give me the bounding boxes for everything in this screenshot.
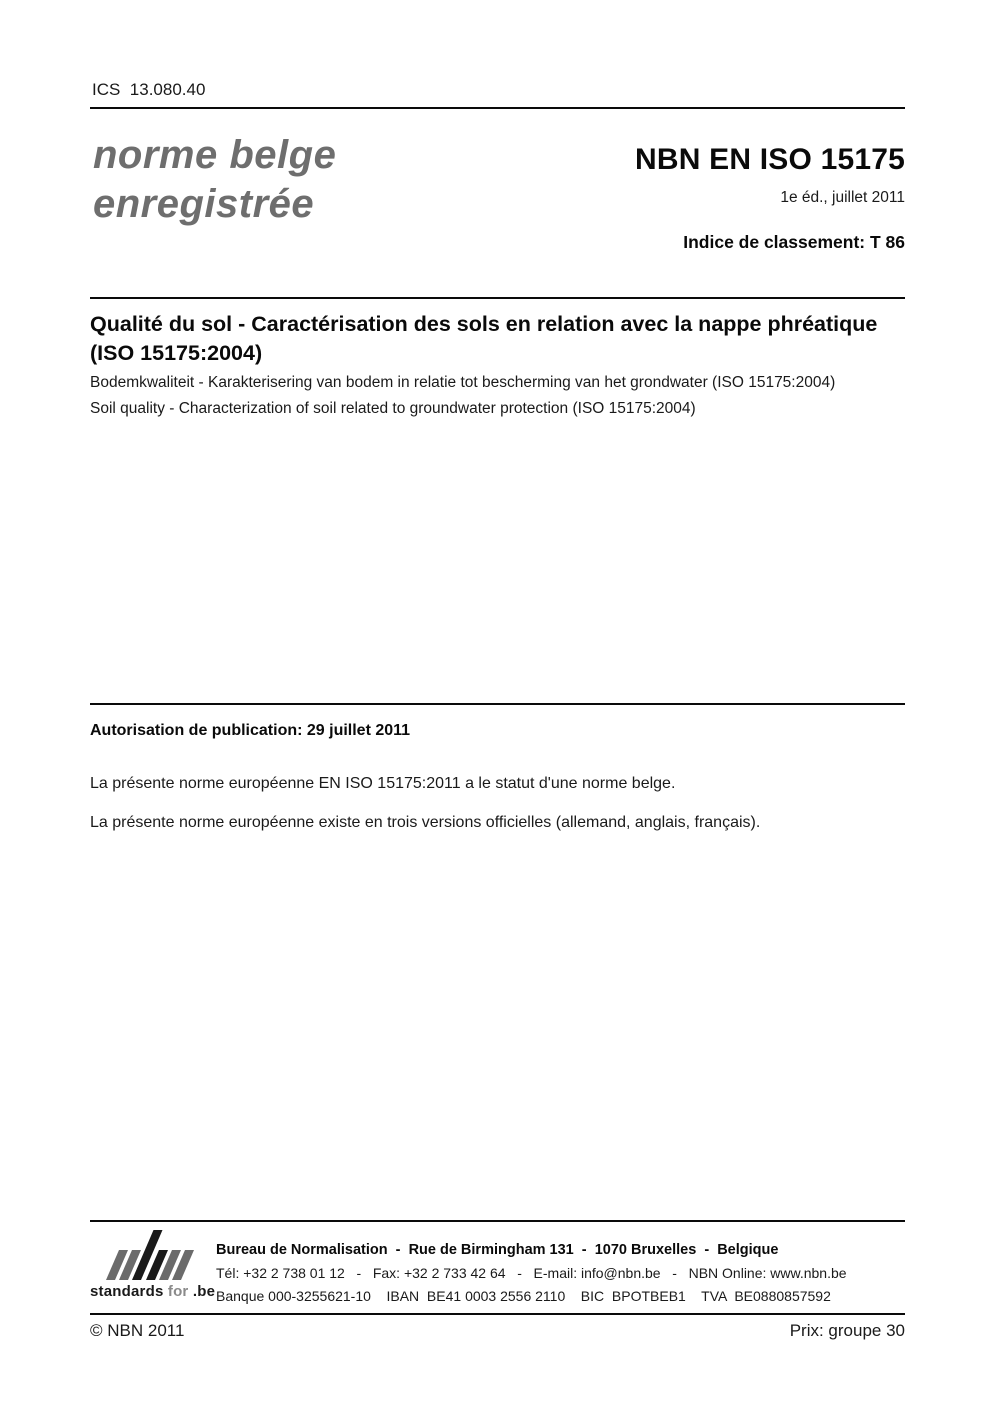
status-paragraph: La présente norme européenne EN ISO 15175:2011 a le statut d'une norme belge.	[90, 775, 676, 792]
top-rule	[90, 107, 905, 109]
title-english: Soil quality - Characterization of soil related to groundwater protection (ISO 15175:2004)	[90, 400, 696, 417]
tagline-for: for	[163, 1283, 193, 1300]
title-french: Qualité du sol - Caractérisation des sols en relation avec la nappe phréatique (ISO 15175:2004)	[90, 312, 878, 365]
address-line: Bureau de Normalisation - Rue de Birmingham 131 - 1070 Bruxelles - Belgique	[216, 1242, 779, 1258]
price-group: Prix: groupe 30	[789, 1321, 905, 1340]
copyright-notice: © NBN 2011	[90, 1321, 185, 1340]
document-status-title	[93, 131, 336, 229]
nbn-logo-mark-svg	[92, 1228, 212, 1282]
bottom-rule	[90, 1313, 905, 1315]
versions-paragraph: La présente norme européenne existe en trois versions officielles (allemand, anglais, français).	[90, 814, 761, 831]
edition-date: 1e éd., juillet 2011	[780, 189, 905, 206]
nbn-logo-tagline	[90, 1283, 215, 1300]
tagline-standards: standards	[90, 1283, 164, 1300]
status-title-line1: norme belge	[93, 133, 337, 177]
authorization-line: Autorisation de publication: 29 juillet 2011	[90, 722, 411, 739]
tagline-be: .be	[192, 1283, 216, 1300]
footer-rule	[90, 1220, 905, 1222]
bottom-row	[90, 1321, 905, 1341]
header-right-block	[635, 143, 905, 253]
authorization-rule	[90, 703, 905, 705]
footer-contact-block	[216, 1239, 956, 1308]
classification-index: Indice de classement: T 86	[683, 232, 905, 252]
nbn-logo-icon	[92, 1228, 212, 1287]
bank-line: Banque 000-3255621-10 IBAN BE41 0003 2556 2110 BIC BPOTBEB1 TVA BE0880857592	[216, 1288, 831, 1304]
contact-line: Tél: +32 2 738 01 12 - Fax: +32 2 733 42 64 - E-mail: info@nbn.be - NBN Online: www.nbn.be	[216, 1265, 847, 1281]
title-block-rule	[90, 297, 905, 299]
ics-code: ICS 13.080.40	[92, 80, 206, 99]
title-dutch: Bodemkwaliteit - Karakterisering van bodem in relatie tot bescherming van het grondwater (ISO 15175:2004)	[90, 374, 836, 391]
standard-number: NBN EN ISO 15175	[635, 143, 905, 176]
status-title-line2: enregistrée	[93, 182, 315, 226]
